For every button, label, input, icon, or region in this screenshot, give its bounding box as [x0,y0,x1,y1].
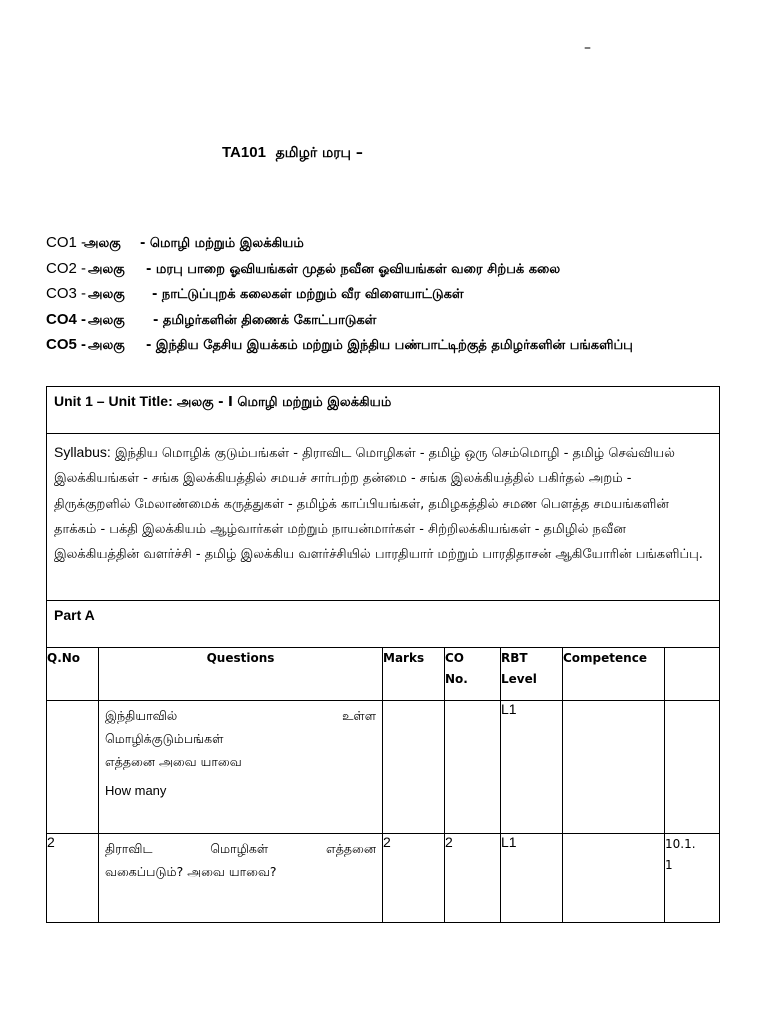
question-cell [99,701,383,834]
pi-line: 10.1. [665,837,696,851]
question-line: வகைப்படும்? அவை யாவை? [105,864,277,879]
pi-line: 1 [665,858,673,872]
marks-cell: 2 [383,834,445,923]
outcome-text: - மொழி மற்றும் இலக்கியம் [140,236,304,251]
outcome-code: CO1 - [46,234,87,251]
qno-cell: 2 [47,834,99,923]
outcome-row [46,334,633,360]
question-word: எத்தனை [326,841,376,856]
outcome-text: - நாட்டுப்புறக் கலைகள் மற்றும் வீர விளையாட்டுகள் [152,287,464,302]
unit-title: அலகு - I மொழி மற்றும் இலக்கியம் [176,395,392,410]
course-code: TA101 [222,144,266,161]
outcome-agu: அலகு [88,261,125,277]
outcome-text: - தமிழர்களின் திணைக் கோட்பாடுகள் [153,312,377,328]
outcome-code: CO2 - [46,259,87,277]
col-questions: Questions [99,648,383,701]
question-table [46,386,720,923]
col-competence: Competence [563,648,665,701]
col-co-line2: No. [445,672,468,686]
col-co [445,648,501,701]
pi-cell [665,834,720,923]
rbt-cell: L1 [501,701,563,834]
syllabus-cell [47,434,720,601]
competence-cell [563,834,665,923]
outcome-row [46,283,633,309]
outcome-text: - இந்திய தேசிய இயக்கம் மற்றும் இந்திய பண்பாட்டிற்குத் தமிழர்களின் பங்களிப்பு [146,338,633,353]
outcome-agu: அலகு [88,287,125,302]
outcome-row [46,232,633,258]
question-line: How many [105,783,167,798]
col-rbt [501,648,563,701]
co-cell [445,701,501,834]
question-word: இந்தியாவில் [105,708,178,723]
question-line: எத்தனை அவை யாவை [105,754,242,769]
outcome-row [46,309,633,335]
col-marks: Marks [383,648,445,701]
outcome-text: - மரபு பாறை ஓவியங்கள் முதல் நவீன ஓவியங்கள் வரை சிற்பக் கலை [146,261,561,277]
syllabus-label: Syllabus: [54,444,111,460]
syllabus-text: இந்திய மொழிக் குடும்பங்கள் - திராவிட மொழிகள் - தமிழ் ஒரு செம்மொழி - தமிழ் செவ்வியல் இலக்கியங்கள் - சங்க இலக்கியத்தில் சமயச் சார்பற்ற தன்மை - சங்க இலக்கியத்தில் பகிர்தல் அறம் - திருக்குறளில் மேலாண்மைக் கருத்துகள் - தமிழ்க் காப்பியங்கள், தமிழகத்தில் சமண பௌத்த சமயங்களின் தாக்கம் - பக்தி இலக்கியம் ஆழ்வார்கள் மற்றும் நாயன்மார்கள் - சிற்றிலக்கியங்கள் - தமிழில் நவீன இலக்கியத்தின் வளர்ச்சி - தமிழ் இலக்கிய வளர்ச்சியில் பாரதியார் மற்றும் பாரதிதாசன் ஆகியோரின் பங்களிப்பு. [54,446,703,563]
outcome-code: CO5 - [46,336,87,353]
question-word: மொழிகள் [210,841,269,856]
header-dash: – [584,40,591,56]
marks-cell [383,701,445,834]
outcome-agu: அலகு [84,236,121,251]
col-pi [665,648,720,701]
course-name: தமிழர் மரபு – [275,145,363,161]
co-cell: 2 [445,834,501,923]
unit-prefix: Unit 1 – Unit Title: [54,393,173,409]
table-row [47,834,720,923]
col-rbt-line1: RBT [501,651,528,665]
table-header-row [47,648,720,701]
course-outcomes [46,232,633,360]
table-row [47,701,720,834]
outcome-agu: அலகு [88,338,125,353]
qno-cell [47,701,99,834]
unit-title-cell [47,387,720,434]
rbt-cell: L1 [501,834,563,923]
col-qno: Q.No [47,648,99,701]
col-rbt-line2: Level [501,672,537,686]
outcome-row [46,258,633,284]
question-word: திராவிட [105,841,153,856]
question-word: உள்ள [342,708,376,723]
col-co-line1: CO [445,651,465,665]
pi-cell [665,701,720,834]
question-cell [99,834,383,923]
outcome-agu: அலகு [88,312,125,328]
outcome-code: CO3 - [46,285,87,302]
competence-cell [563,701,665,834]
outcome-code: CO4 - [46,310,87,328]
part-title: Part A [47,601,720,648]
question-line: மொழிக்குடும்பங்கள் [105,731,224,746]
course-title [222,144,363,163]
